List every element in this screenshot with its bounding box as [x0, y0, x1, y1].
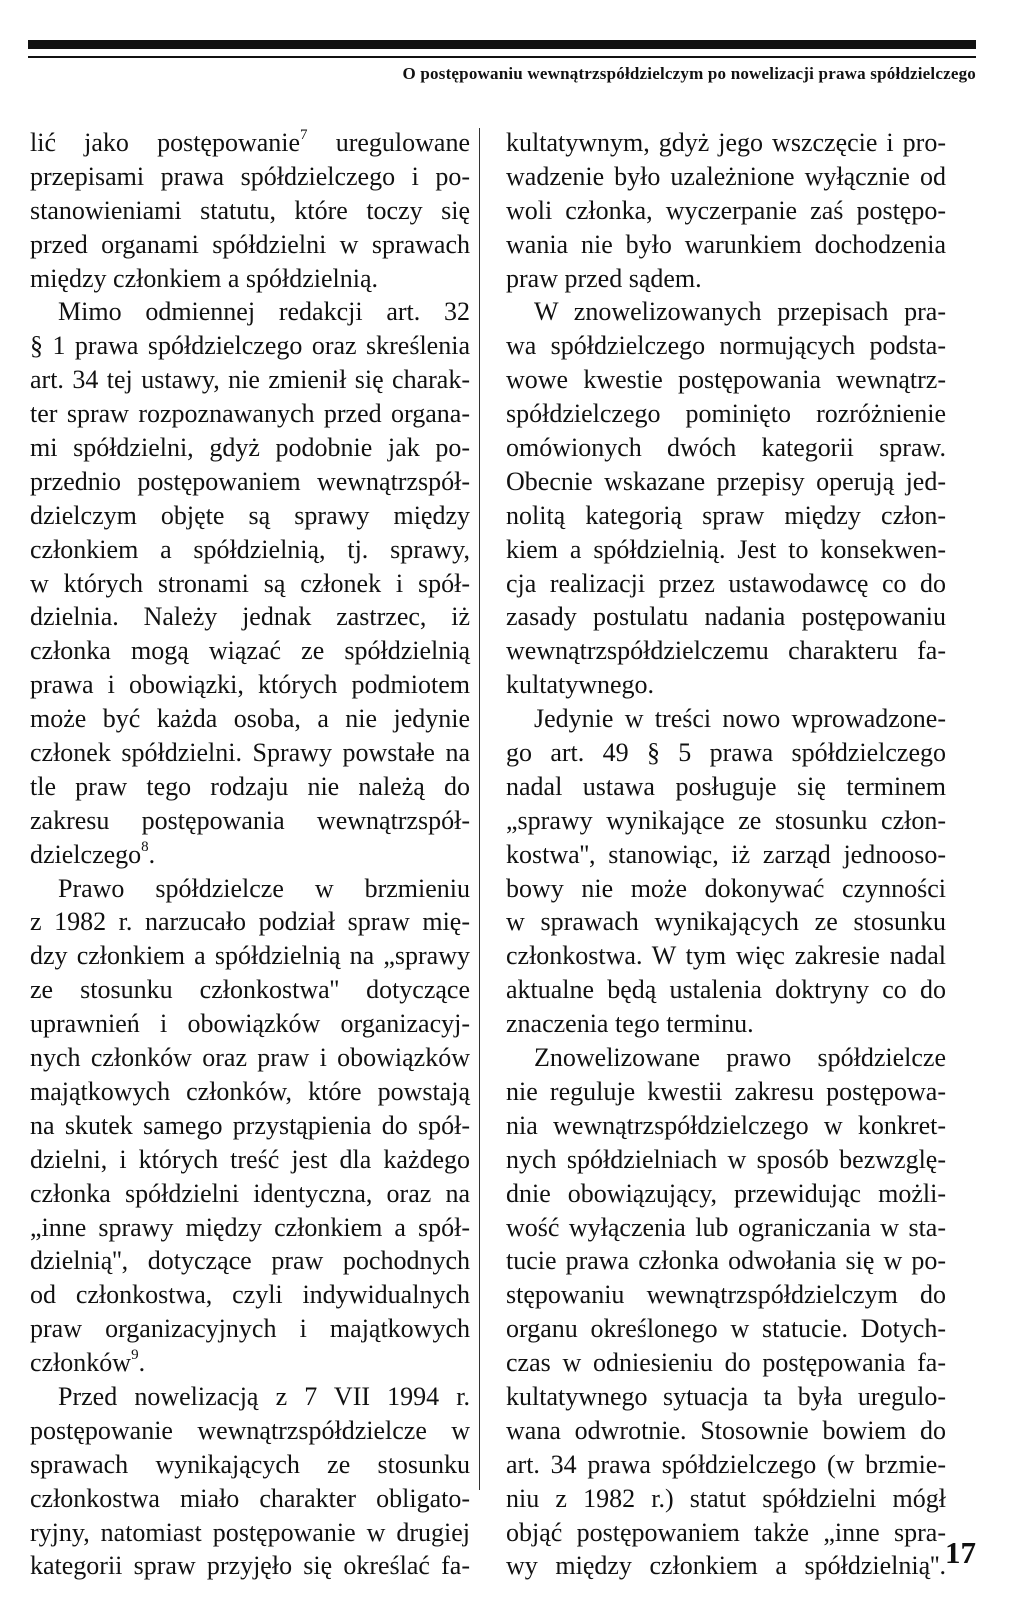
text-line	[506, 1278, 946, 1312]
text-line	[506, 533, 946, 567]
line-text: woli członka, wyczerpanie zaś postępo-	[506, 195, 946, 225]
line-text: może być każda osoba, a nie jedynie	[30, 704, 470, 734]
line-text: kostwa'', stanowiąc, iż zarząd jednooso-	[506, 839, 946, 869]
text-line	[30, 1312, 470, 1346]
text-line	[506, 702, 946, 736]
text-line	[506, 431, 946, 465]
text-line	[30, 668, 470, 702]
column-divider	[479, 128, 480, 1490]
line-text: kultatywnym, gdyż jego wszczęcie i pro-	[506, 128, 946, 157]
text-line	[30, 262, 470, 296]
right-text-column	[506, 126, 946, 1583]
line-text: członków	[30, 1348, 132, 1378]
line-text: go art. 49 § 5 prawa spółdzielczego	[506, 738, 946, 768]
text-line	[30, 1482, 470, 1516]
line-text: W znowelizowanych przepisach pra-	[534, 297, 946, 327]
footnote-marker: 7	[300, 127, 308, 144]
text-line	[30, 533, 470, 567]
line-text: członkostwa miało charakter obligato-	[30, 1483, 470, 1513]
text-line	[30, 363, 470, 397]
line-text: dzielnią'', dotyczące praw pochodnych	[30, 1246, 470, 1276]
text-line	[30, 126, 470, 160]
line-text: omówionych dwóch kategorii spraw.	[506, 433, 946, 463]
text-line	[30, 1414, 470, 1448]
line-text: na skutek samego przystąpienia do spół-	[30, 1110, 470, 1140]
text-line	[506, 397, 946, 431]
text-line	[30, 1075, 470, 1109]
line-text: dzielczego	[30, 839, 142, 869]
line-text: wa spółdzielczego normujących podsta-	[506, 331, 946, 361]
text-line	[30, 1109, 470, 1143]
text-line	[506, 1414, 946, 1448]
line-text: przepisami prawa spółdzielczego i po-	[30, 161, 470, 191]
text-line	[30, 973, 470, 1007]
line-text: ryjny, natomiast postępowanie w drugiej	[30, 1517, 470, 1547]
line-text-continuation: uregulowane	[307, 128, 470, 157]
line-text: wy między członkiem a spółdzielnią''.	[506, 1551, 946, 1581]
text-line	[506, 1109, 946, 1143]
text-line	[506, 804, 946, 838]
text-line	[30, 838, 470, 872]
text-line	[506, 1007, 946, 1041]
text-line	[30, 431, 470, 465]
footnote-marker: 9	[131, 1347, 139, 1364]
line-text: praw organizacyjnych i majątkowych	[30, 1314, 470, 1344]
text-line	[506, 1244, 946, 1278]
text-line	[30, 1177, 470, 1211]
text-line	[506, 668, 946, 702]
text-line	[30, 1007, 470, 1041]
line-text: nych spółdzielniach w sposób bezwzglę-	[506, 1144, 946, 1174]
text-line	[506, 262, 946, 296]
text-line	[30, 1516, 470, 1550]
text-line	[30, 160, 470, 194]
text-line	[30, 634, 470, 668]
text-line	[506, 1075, 946, 1109]
header-rule-thick	[28, 40, 976, 49]
line-text: sprawach wynikających ze stosunku	[30, 1449, 470, 1479]
text-line	[30, 1041, 470, 1075]
line-text: stanowieniami statutu, które toczy się	[30, 195, 470, 225]
text-line	[506, 770, 946, 804]
text-line	[506, 1041, 946, 1075]
line-text: z 1982 r. narzucało podział spraw mię-	[30, 907, 470, 937]
line-text: kultatywnego sytuacja ta była uregulo-	[506, 1381, 946, 1411]
line-text: w których stronami są członek i spół-	[30, 568, 470, 598]
line-text: przednio postępowaniem wewnątrzspół-	[30, 466, 470, 496]
text-line	[506, 1516, 946, 1550]
line-text: kultatywnego.	[506, 670, 655, 700]
text-line	[30, 770, 470, 804]
line-text: zakresu postępowania wewnątrzspół-	[30, 805, 470, 835]
text-line	[30, 736, 470, 770]
text-line	[30, 1380, 470, 1414]
line-text: nych członków oraz praw i obowiązków	[30, 1043, 470, 1073]
text-line	[506, 905, 946, 939]
text-line	[506, 600, 946, 634]
text-line	[506, 1380, 946, 1414]
line-text: dzielnia. Należy jednak zastrzec, iż	[30, 602, 470, 632]
text-line	[30, 1549, 470, 1583]
line-text: nolitą kategorią spraw między człon-	[506, 500, 946, 530]
text-line	[30, 1211, 470, 1245]
text-line	[506, 228, 946, 262]
line-text: znaczenia tego terminu.	[506, 1009, 754, 1039]
line-text: ze stosunku członkostwa'' dotyczące	[30, 975, 470, 1005]
text-line	[30, 499, 470, 533]
text-line	[506, 939, 946, 973]
text-line	[30, 600, 470, 634]
text-line	[30, 329, 470, 363]
line-text: przed organami spółdzielni w sprawach	[30, 229, 470, 259]
line-text: dzy członkiem a spółdzielnią na „sprawy	[30, 941, 470, 971]
line-text: lić jako postępowanie	[30, 128, 301, 157]
line-text: nadal ustawa posługuje się terminem	[506, 771, 946, 801]
text-line	[506, 329, 946, 363]
text-line	[30, 872, 470, 906]
line-text: członkiem a spółdzielnią, tj. sprawy,	[30, 534, 470, 564]
text-line	[506, 567, 946, 601]
line-text: cja realizacji przez ustawodawcę co do	[506, 568, 946, 598]
line-text: dnie obowiązujący, przewidując możli-	[506, 1178, 946, 1208]
line-text: Prawo spółdzielcze w brzmieniu	[58, 873, 470, 903]
line-text: dzielni, i których treść jest dla każdego	[30, 1144, 470, 1174]
page-number: 17	[945, 1535, 976, 1570]
text-line	[506, 295, 946, 329]
text-line	[506, 1211, 946, 1245]
text-line	[30, 1244, 470, 1278]
line-text: wania nie było warunkiem dochodzenia	[506, 229, 946, 259]
line-text: postępowanie wewnątrzspółdzielcze w	[30, 1415, 470, 1445]
text-line	[30, 1278, 470, 1312]
text-line	[506, 838, 946, 872]
line-text: tucie prawa członka odwołania się w po-	[506, 1246, 946, 1276]
text-line	[506, 872, 946, 906]
line-text: Przed nowelizacją z 7 VII 1994 r.	[58, 1381, 470, 1411]
line-text: aktualne będą ustalenia doktryny co do	[506, 975, 946, 1005]
line-text: wana odwrotnie. Stosownie bowiem do	[506, 1415, 946, 1445]
text-line	[30, 567, 470, 601]
line-text: w sprawach wynikających ze stosunku	[506, 907, 946, 937]
line-text: członka spółdzielni identyczna, oraz na	[30, 1178, 470, 1208]
text-line	[506, 363, 946, 397]
text-line	[506, 465, 946, 499]
line-text: wewnątrzspółdzielczemu charakteru fa-	[506, 636, 946, 666]
line-text: § 1 prawa spółdzielczego oraz skreślenia	[30, 331, 470, 361]
text-line	[506, 1448, 946, 1482]
line-text: stępowaniu wewnątrzspółdzielczym do	[506, 1280, 946, 1310]
line-text: bowy nie może dokonywać czynności	[506, 873, 946, 903]
text-line	[30, 905, 470, 939]
line-text: wadzenie było uzależnione wyłącznie od	[506, 161, 946, 191]
text-line	[506, 1312, 946, 1346]
line-text: członka mogą wiązać ze spółdzielnią	[30, 636, 470, 666]
line-text: nia wewnątrzspółdzielczego w konkret-	[506, 1110, 946, 1140]
line-text-continuation: .	[148, 839, 156, 869]
text-line	[30, 702, 470, 736]
line-text: nie reguluje kwestii zakresu postępowa-	[506, 1076, 946, 1106]
line-text: „sprawy wynikające ze stosunku człon-	[506, 805, 946, 835]
line-text: niu z 1982 r.) statut spółdzielni mógł	[506, 1483, 946, 1513]
text-line	[30, 939, 470, 973]
text-line	[506, 634, 946, 668]
text-line	[30, 1346, 470, 1380]
line-text: Znowelizowane prawo spółdzielcze	[534, 1043, 946, 1073]
header-rule-thin	[28, 56, 976, 58]
line-text: art. 34 prawa spółdzielczego (w brzmie-	[506, 1449, 946, 1479]
line-text: majątkowych członków, które powstają	[30, 1076, 470, 1106]
text-line	[30, 295, 470, 329]
text-line	[506, 1177, 946, 1211]
text-line	[506, 499, 946, 533]
line-text: czas w odniesieniu do postępowania fa-	[506, 1348, 946, 1378]
line-text: kategorii spraw przyjęło się określać fa-	[30, 1551, 470, 1581]
line-text: dzielczym objęte są sprawy między	[30, 500, 470, 530]
text-line	[30, 465, 470, 499]
text-line	[30, 397, 470, 431]
line-text: członek spółdzielni. Sprawy powstałe na	[30, 738, 470, 768]
text-line	[506, 160, 946, 194]
line-text: organu określonego w statucie. Dotych-	[506, 1314, 946, 1344]
line-text: mi spółdzielni, gdyż podobnie jak po-	[30, 433, 470, 463]
line-text: Obecnie wskazane przepisy operują jed-	[506, 466, 946, 496]
text-line	[506, 1346, 946, 1380]
line-text: ter spraw rozpoznawanych przed organa-	[30, 399, 470, 429]
text-line	[506, 973, 946, 1007]
left-text-column	[30, 126, 470, 1583]
text-line	[30, 804, 470, 838]
running-title: O postępowaniu wewnątrzspółdzielczym po nowelizacji prawa spółdzielczego	[402, 64, 976, 83]
text-line	[506, 1549, 946, 1583]
line-text: od członkostwa, czyli indywidualnych	[30, 1280, 470, 1310]
line-text: „inne sprawy między członkiem a spół-	[30, 1212, 470, 1242]
line-text: objąć postępowaniem także „inne spra-	[506, 1517, 946, 1547]
line-text: zasady postulatu nadania postępowaniu	[506, 602, 946, 632]
text-line	[506, 736, 946, 770]
line-text: członkostwa. W tym więc zakresie nadal	[506, 941, 946, 971]
text-line	[30, 1143, 470, 1177]
line-text: praw przed sądem.	[506, 263, 702, 293]
line-text: wość wyłączenia lub ograniczania w sta-	[506, 1212, 946, 1242]
line-text: art. 34 tej ustawy, nie zmienił się charak-	[30, 365, 470, 395]
text-line	[506, 1482, 946, 1516]
line-text-continuation: .	[138, 1348, 146, 1378]
text-line	[30, 1448, 470, 1482]
line-text: spółdzielczego pominięto rozróżnienie	[506, 399, 946, 429]
line-text: Mimo odmiennej redakcji art. 32	[58, 297, 470, 327]
text-line	[506, 126, 946, 160]
line-text: kiem a spółdzielnią. Jest to konsekwen-	[506, 534, 946, 564]
text-line	[30, 228, 470, 262]
footnote-marker: 8	[141, 839, 149, 856]
line-text: wowe kwestie postępowania wewnątrz-	[506, 365, 946, 395]
text-line	[506, 1143, 946, 1177]
line-text: Jedynie w treści nowo wprowadzone-	[534, 704, 946, 734]
line-text: prawa i obowiązki, których podmiotem	[30, 670, 470, 700]
line-text: tle praw tego rodzaju nie należą do	[30, 771, 470, 801]
text-line	[506, 194, 946, 228]
line-text: między członkiem a spółdzielnią.	[30, 263, 378, 293]
text-line	[30, 194, 470, 228]
line-text: uprawnień i obowiązków organizacyj-	[30, 1009, 470, 1039]
